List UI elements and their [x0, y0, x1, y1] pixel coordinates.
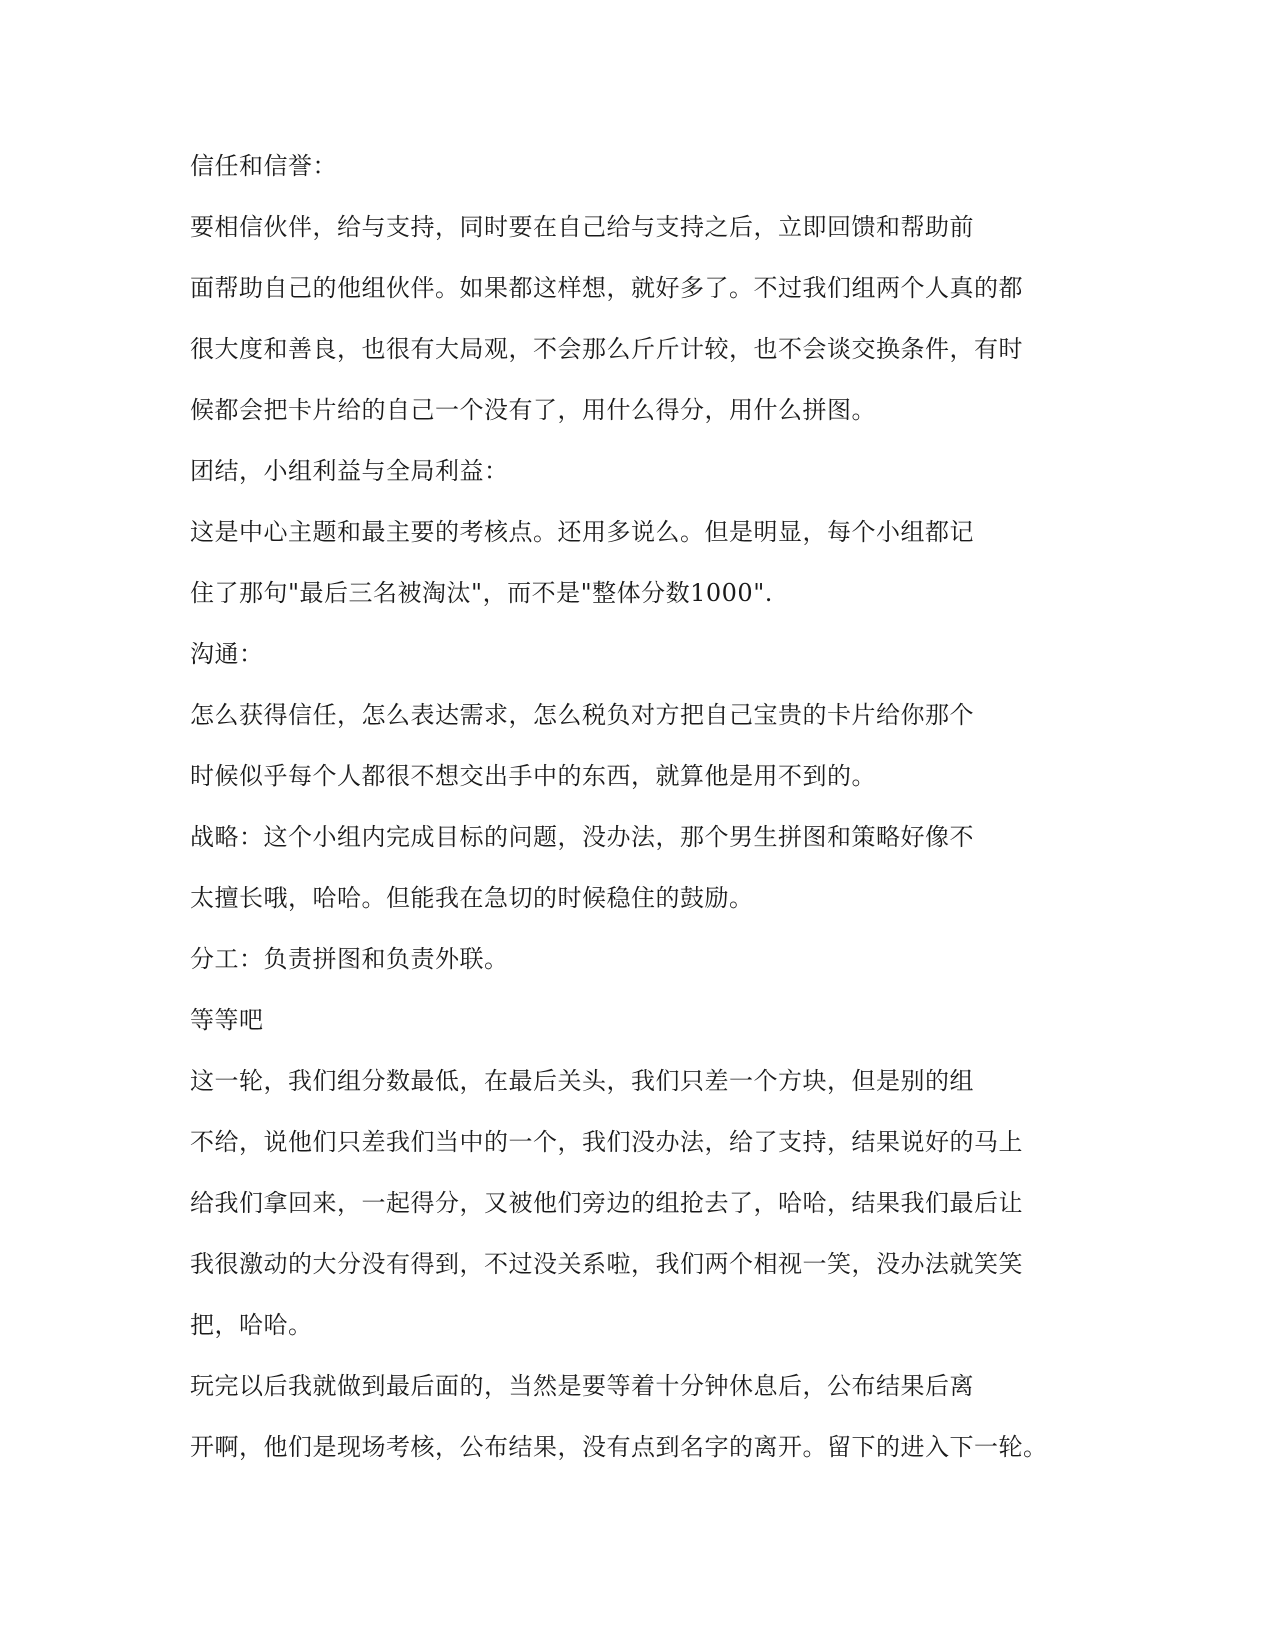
heading-communication: 沟通：: [190, 640, 264, 668]
paragraph-line: 时候似乎每个人都很不想交出手中的东西，就算他是用不到的。: [190, 762, 876, 790]
document-body: [190, 148, 1090, 1490]
paragraph-line: 候都会把卡片给的自己一个没有了，用什么得分，用什么拼图。: [190, 396, 876, 424]
heading-trust: 信任和信誉：: [190, 152, 337, 180]
paragraph-line: 给我们拿回来，一起得分，又被他们旁边的组抢去了，哈哈，结果我们最后让: [190, 1189, 1023, 1217]
paragraph-line: 面帮助自己的他组伙伴。如果都这样想，就好多了。不过我们组两个人真的都: [190, 274, 1023, 302]
paragraph-line: 要相信伙伴，给与支持，同时要在自己给与支持之后，立即回馈和帮助前: [190, 213, 974, 241]
paragraph-line: 住了那句"最后三名被淘汰"，而不是"整体分数1000".: [190, 579, 773, 607]
paragraph-line: 不给，说他们只差我们当中的一个，我们没办法，给了支持，结果说好的马上: [190, 1128, 1023, 1156]
heading-unity: 团结，小组利益与全局利益：: [190, 457, 509, 485]
paragraph-line: 等等吧: [190, 1006, 264, 1034]
paragraph-line: 怎么获得信任，怎么表达需求，怎么税负对方把自己宝贵的卡片给你那个: [190, 701, 974, 729]
paragraph-line: 分工：负责拼图和负责外联。: [190, 945, 509, 973]
paragraph-line: 开啊，他们是现场考核，公布结果，没有点到名字的离开。留下的进入下一轮。: [190, 1433, 1048, 1461]
paragraph-line: 战略：这个小组内完成目标的问题，没办法，那个男生拼图和策略好像不: [190, 823, 974, 851]
paragraph-line: 把，哈哈。: [190, 1311, 313, 1339]
paragraph-line: 玩完以后我就做到最后面的，当然是要等着十分钟休息后，公布结果后离: [190, 1372, 974, 1400]
paragraph-line: 这一轮，我们组分数最低，在最后关头，我们只差一个方块，但是别的组: [190, 1067, 974, 1095]
paragraph-line: 很大度和善良，也很有大局观，不会那么斤斤计较，也不会谈交换条件，有时: [190, 335, 1023, 363]
paragraph-line: 我很激动的大分没有得到，不过没关系啦，我们两个相视一笑，没办法就笑笑: [190, 1250, 1023, 1278]
paragraph-line: 太擅长哦，哈哈。但能我在急切的时候稳住的鼓励。: [190, 884, 754, 912]
paragraph-line: 这是中心主题和最主要的考核点。还用多说么。但是明显，每个小组都记: [190, 518, 974, 546]
